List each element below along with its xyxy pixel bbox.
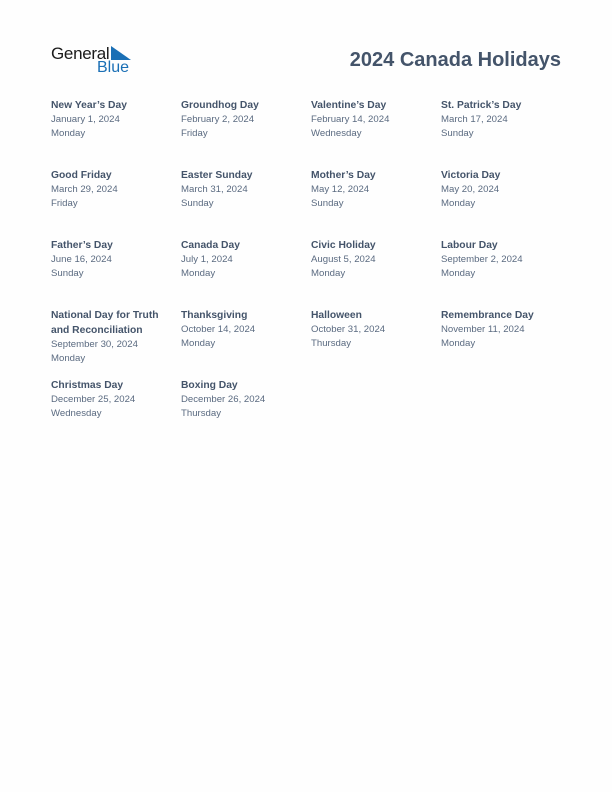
holiday-weekday: Friday: [51, 198, 78, 209]
holiday-date: October 31, 2024: [311, 324, 386, 335]
holiday-date: September 30, 2024: [51, 339, 138, 350]
holiday-date: October 14, 2024: [181, 324, 256, 335]
holiday-weekday: Sunday: [181, 198, 214, 209]
holiday-date: June 16, 2024: [51, 254, 112, 265]
holiday-name: Valentine’s Day: [311, 100, 387, 111]
holiday-weekday: Friday: [181, 128, 208, 139]
holiday-weekday: Monday: [181, 268, 216, 279]
holiday-date: February 14, 2024: [311, 114, 390, 125]
holiday-christmas-day: [51, 378, 181, 448]
holiday-date: February 2, 2024: [181, 114, 255, 125]
holiday-weekday: Monday: [311, 268, 346, 279]
holiday-name: Christmas Day: [51, 380, 124, 391]
holiday-date: July 1, 2024: [181, 254, 233, 265]
brand-logo: [51, 44, 133, 78]
holiday-date: March 31, 2024: [181, 184, 248, 195]
holiday-name: Father’s Day: [51, 240, 113, 251]
holiday-name: St. Patrick’s Day: [441, 100, 522, 111]
logo-triangle-icon: [111, 46, 131, 60]
holiday-name: Thanksgiving: [181, 310, 248, 321]
holiday-name: Victoria Day: [441, 170, 501, 181]
holiday-weekday: Thursday: [311, 338, 351, 349]
holiday-weekday: Wednesday: [51, 408, 102, 419]
holiday-date: May 12, 2024: [311, 184, 370, 195]
holiday-weekday: Monday: [181, 338, 216, 349]
holiday-weekday: Sunday: [441, 128, 474, 139]
holiday-mothers-day: [311, 168, 441, 238]
holiday-thanksgiving: [181, 308, 311, 378]
holiday-date: March 29, 2024: [51, 184, 118, 195]
holiday-name: Labour Day: [441, 240, 498, 251]
holiday-date: December 26, 2024: [181, 394, 266, 405]
holiday-halloween: [311, 308, 441, 378]
holiday-date: September 2, 2024: [441, 254, 523, 265]
holiday-valentines-day: [311, 98, 441, 168]
holiday-truth-and-reconciliation: [51, 308, 181, 378]
holiday-name: New Year’s Day: [51, 100, 127, 111]
holiday-name: Halloween: [311, 310, 362, 321]
holiday-victoria-day: [441, 168, 571, 238]
holiday-canada-day: [181, 238, 311, 308]
page-title: 2024 Canada Holidays: [349, 49, 561, 71]
holiday-fathers-day: [51, 238, 181, 308]
holiday-date: December 25, 2024: [51, 394, 136, 405]
holiday-groundhog-day: [181, 98, 311, 168]
holiday-good-friday: [51, 168, 181, 238]
holiday-new-years-day: [51, 98, 181, 168]
logo-text-general: General: [51, 44, 110, 63]
holiday-boxing-day: [181, 378, 311, 448]
holiday-weekday: Monday: [51, 128, 86, 139]
holiday-date: May 20, 2024: [441, 184, 500, 195]
holiday-weekday: Monday: [51, 353, 86, 364]
holiday-weekday: Sunday: [311, 198, 344, 209]
holiday-name: Good Friday: [51, 170, 112, 181]
holiday-remembrance-day: [441, 308, 571, 378]
holiday-date: November 11, 2024: [441, 324, 525, 335]
holiday-labour-day: [441, 238, 571, 308]
holiday-name: Canada Day: [181, 240, 240, 251]
holiday-easter-sunday: [181, 168, 311, 238]
holiday-name: Civic Holiday: [311, 240, 376, 251]
holiday-name: Boxing Day: [181, 380, 238, 391]
holiday-name: Mother’s Day: [311, 170, 376, 181]
holiday-civic-holiday: [311, 238, 441, 308]
holiday-weekday: Wednesday: [311, 128, 362, 139]
holiday-weekday: Monday: [441, 268, 476, 279]
holiday-grid: [51, 98, 571, 448]
holiday-date: January 1, 2024: [51, 114, 120, 125]
logo-text-blue: Blue: [97, 59, 130, 76]
holiday-weekday: Monday: [441, 198, 476, 209]
holiday-weekday: Monday: [441, 338, 476, 349]
holiday-weekday: Sunday: [51, 268, 84, 279]
holiday-date: March 17, 2024: [441, 114, 508, 125]
holiday-name: National Day for Truth and Reconciliation: [51, 310, 159, 336]
holiday-date: August 5, 2024: [311, 254, 376, 265]
holiday-name: Easter Sunday: [181, 170, 253, 181]
holiday-weekday: Thursday: [181, 408, 221, 419]
holiday-st-patricks-day: [441, 98, 571, 168]
holiday-name: Remembrance Day: [441, 310, 534, 321]
holiday-name: Groundhog Day: [181, 100, 259, 111]
